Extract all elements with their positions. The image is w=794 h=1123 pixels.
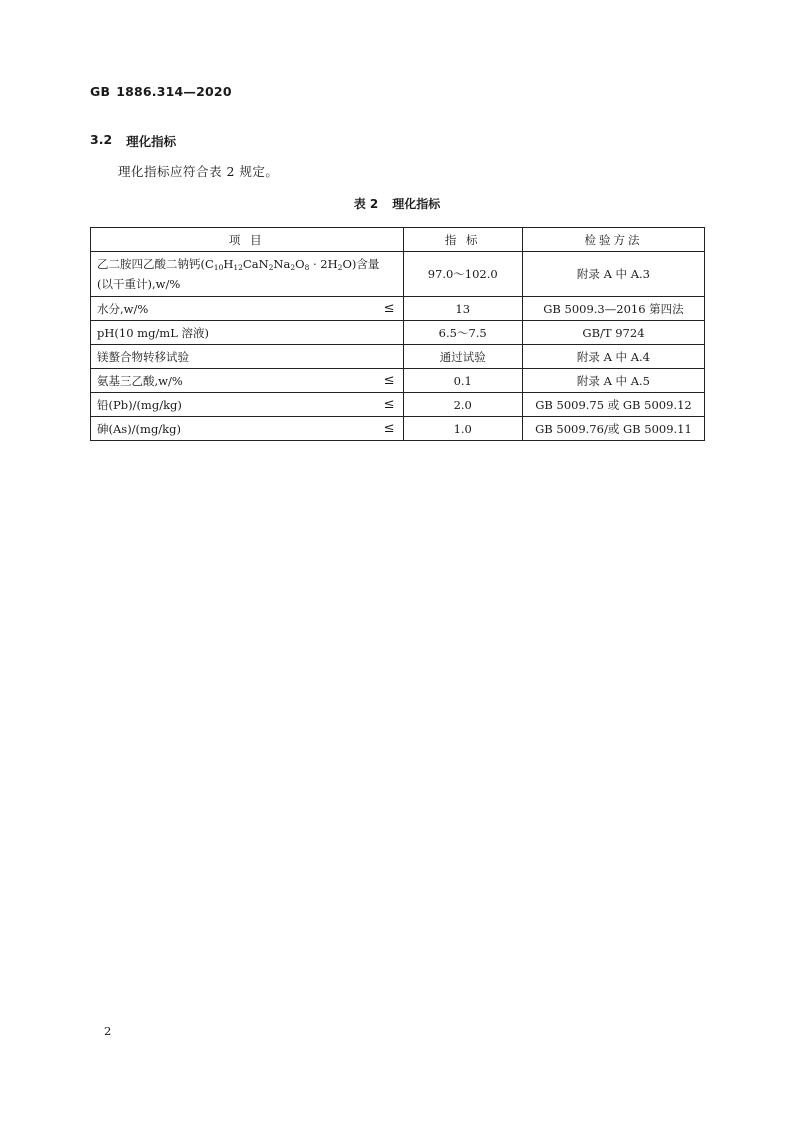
row-method: 附录 A 中 A.5: [522, 369, 704, 393]
row-value: 通过试验: [403, 345, 522, 369]
table-row: [91, 321, 705, 345]
row-method: GB 5009.75 或 GB 5009.12: [522, 393, 704, 417]
row-value: 13: [403, 297, 522, 321]
table-row: [91, 393, 705, 417]
table-row: [91, 417, 705, 441]
table-row: [91, 297, 705, 321]
table-header-row: [91, 228, 705, 252]
row-item: [91, 252, 404, 297]
row-value: 2.0: [403, 393, 522, 417]
row-method: 附录 A 中 A.3: [522, 252, 704, 297]
row-item-line2: (以干重计),w/%: [97, 277, 181, 291]
section-heading: [90, 132, 176, 150]
row-method: GB 5009.3—2016 第四法: [522, 297, 704, 321]
table-caption-number: 表 2: [353, 197, 379, 211]
comparison-symbol: ≤: [383, 300, 395, 316]
row-item-line1: 乙二胺四乙酸二钠钙$(C_{10}H_{12}CaN_2Na_2O_8 \cdot 2H_2O)$含量: [97, 257, 380, 272]
table-caption: [0, 195, 794, 212]
row-value: 0.1: [403, 369, 522, 393]
row-item: 铅(Pb)/(mg/kg) ≤: [91, 393, 404, 417]
row-method: 附录 A 中 A.4: [522, 345, 704, 369]
row-value: 97.0～102.0: [403, 252, 522, 297]
row-item: pH(10 mg/mL 溶液): [91, 321, 404, 345]
table-row: [91, 252, 705, 297]
section-title: 理化指标: [126, 134, 177, 149]
comparison-symbol: ≤: [383, 396, 395, 412]
row-method: GB 5009.76/或 GB 5009.11: [522, 417, 704, 441]
row-value: 1.0: [403, 417, 522, 441]
row-item: 水分,w/% ≤: [91, 297, 404, 321]
header-method: 检验方法: [522, 228, 704, 252]
comparison-symbol: ≤: [383, 372, 395, 388]
comparison-symbol: ≤: [383, 420, 395, 436]
row-item: 镁螯合物转移试验: [91, 345, 404, 369]
row-method: GB/T 9724: [522, 321, 704, 345]
specification-table: [90, 227, 705, 441]
standard-header: [90, 84, 232, 99]
page-number: 2: [104, 1024, 112, 1038]
row-item: 氨基三乙酸,w/% ≤: [91, 369, 404, 393]
table-row: [91, 369, 705, 393]
row-value: 6.5～7.5: [403, 321, 522, 345]
header-item: 项 目: [91, 228, 404, 252]
table-caption-title: 理化指标: [392, 197, 441, 211]
row-item: 砷(As)/(mg/kg) ≤: [91, 417, 404, 441]
standard-number: 1886.314—2020: [116, 84, 232, 99]
header-value: 指 标: [403, 228, 522, 252]
table-row: [91, 345, 705, 369]
intro-paragraph: 理化指标应符合表 2 规定。: [118, 164, 279, 179]
standard-code: GB: [90, 84, 111, 99]
section-number: 3.2: [90, 132, 113, 147]
